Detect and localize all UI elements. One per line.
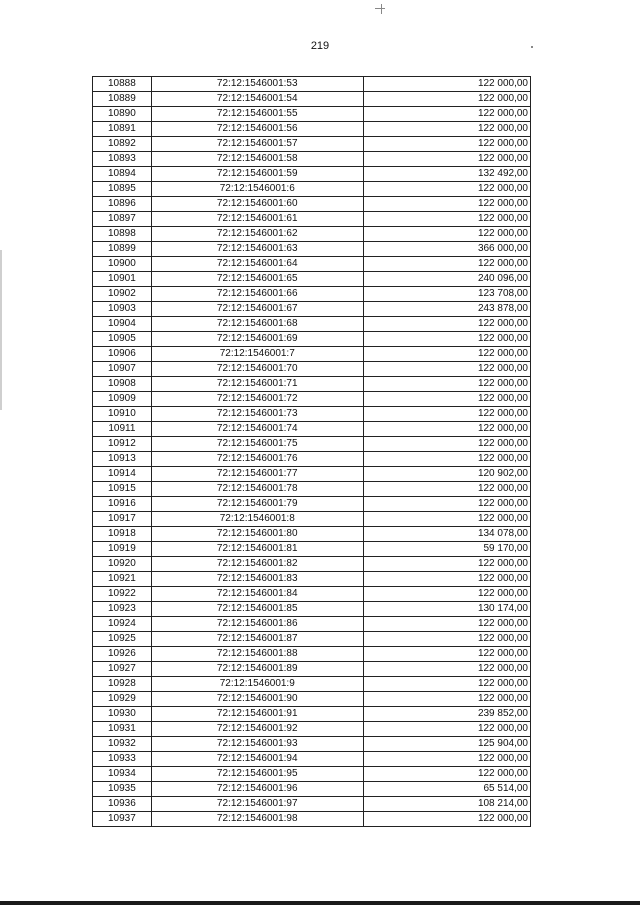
row-number-cell: 10913 (93, 452, 152, 467)
cadastral-number-cell: 72:12:1546001:55 (151, 107, 363, 122)
cadastral-number-cell: 72:12:1546001:9 (151, 677, 363, 692)
row-number-cell: 10888 (93, 77, 152, 92)
table-row (93, 437, 531, 452)
table-row (93, 767, 531, 782)
row-number-cell: 10897 (93, 212, 152, 227)
cadastral-number-cell: 72:12:1546001:90 (151, 692, 363, 707)
cadastral-number-cell: 72:12:1546001:82 (151, 557, 363, 572)
table-row (93, 362, 531, 377)
value-amount-cell: 122 000,00 (363, 767, 530, 782)
row-number-cell: 10935 (93, 782, 152, 797)
table-row (93, 92, 531, 107)
table-row (93, 662, 531, 677)
cadastral-number-cell: 72:12:1546001:54 (151, 92, 363, 107)
cadastral-number-cell: 72:12:1546001:65 (151, 272, 363, 287)
cadastral-number-cell: 72:12:1546001:62 (151, 227, 363, 242)
row-number-cell: 10905 (93, 332, 152, 347)
cadastral-number-cell: 72:12:1546001:7 (151, 347, 363, 362)
row-number-cell: 10915 (93, 482, 152, 497)
row-number-cell: 10898 (93, 227, 152, 242)
value-amount-cell: 122 000,00 (363, 77, 530, 92)
value-amount-cell: 122 000,00 (363, 257, 530, 272)
value-amount-cell: 122 000,00 (363, 137, 530, 152)
value-amount-cell: 122 000,00 (363, 617, 530, 632)
cadastral-number-cell: 72:12:1546001:76 (151, 452, 363, 467)
cadastral-number-cell: 72:12:1546001:81 (151, 542, 363, 557)
value-amount-cell: 123 708,00 (363, 287, 530, 302)
table-row (93, 497, 531, 512)
row-number-cell: 10910 (93, 407, 152, 422)
row-number-cell: 10894 (93, 167, 152, 182)
table-row (93, 302, 531, 317)
value-amount-cell: 366 000,00 (363, 242, 530, 257)
value-amount-cell: 122 000,00 (363, 152, 530, 167)
row-number-cell: 10932 (93, 737, 152, 752)
value-amount-cell: 239 852,00 (363, 707, 530, 722)
row-number-cell: 10899 (93, 242, 152, 257)
table-row (93, 242, 531, 257)
cadastral-number-cell: 72:12:1546001:92 (151, 722, 363, 737)
value-amount-cell: 59 170,00 (363, 542, 530, 557)
table-row (93, 197, 531, 212)
cadastral-number-cell: 72:12:1546001:61 (151, 212, 363, 227)
table-row (93, 752, 531, 767)
table-row (93, 647, 531, 662)
value-amount-cell: 122 000,00 (363, 407, 530, 422)
value-amount-cell: 122 000,00 (363, 587, 530, 602)
value-amount-cell: 122 000,00 (363, 227, 530, 242)
scan-mark (375, 8, 385, 9)
value-amount-cell: 122 000,00 (363, 437, 530, 452)
table-row (93, 602, 531, 617)
cadastral-number-cell: 72:12:1546001:85 (151, 602, 363, 617)
table-row (93, 317, 531, 332)
cadastral-number-cell: 72:12:1546001:75 (151, 437, 363, 452)
row-number-cell: 10909 (93, 392, 152, 407)
table-row (93, 452, 531, 467)
cadastral-number-cell: 72:12:1546001:68 (151, 317, 363, 332)
row-number-cell: 10889 (93, 92, 152, 107)
table-row (93, 422, 531, 437)
row-number-cell: 10933 (93, 752, 152, 767)
table-row (93, 482, 531, 497)
value-amount-cell: 122 000,00 (363, 752, 530, 767)
value-amount-cell: 122 000,00 (363, 677, 530, 692)
row-number-cell: 10906 (93, 347, 152, 362)
table-row (93, 107, 531, 122)
table-row (93, 467, 531, 482)
cadastral-number-cell: 72:12:1546001:57 (151, 137, 363, 152)
value-amount-cell: 122 000,00 (363, 332, 530, 347)
row-number-cell: 10923 (93, 602, 152, 617)
value-amount-cell: 122 000,00 (363, 812, 530, 827)
row-number-cell: 10896 (93, 197, 152, 212)
row-number-cell: 10917 (93, 512, 152, 527)
row-number-cell: 10931 (93, 722, 152, 737)
value-amount-cell: 122 000,00 (363, 317, 530, 332)
table-row (93, 77, 531, 92)
table-row (93, 332, 531, 347)
cadastral-number-cell: 72:12:1546001:93 (151, 737, 363, 752)
cadastral-number-cell: 72:12:1546001:67 (151, 302, 363, 317)
row-number-cell: 10925 (93, 632, 152, 647)
table-row (93, 557, 531, 572)
row-number-cell: 10891 (93, 122, 152, 137)
table-row (93, 707, 531, 722)
table-row (93, 692, 531, 707)
row-number-cell: 10900 (93, 257, 152, 272)
table-row (93, 167, 531, 182)
row-number-cell: 10930 (93, 707, 152, 722)
value-amount-cell: 122 000,00 (363, 122, 530, 137)
table-row (93, 287, 531, 302)
cadastral-number-cell: 72:12:1546001:56 (151, 122, 363, 137)
cadastral-number-cell: 72:12:1546001:73 (151, 407, 363, 422)
cadastral-number-cell: 72:12:1546001:84 (151, 587, 363, 602)
cadastral-number-cell: 72:12:1546001:74 (151, 422, 363, 437)
row-number-cell: 10922 (93, 587, 152, 602)
table-row (93, 737, 531, 752)
value-amount-cell: 122 000,00 (363, 197, 530, 212)
value-amount-cell: 122 000,00 (363, 422, 530, 437)
row-number-cell: 10901 (93, 272, 152, 287)
value-amount-cell: 122 000,00 (363, 452, 530, 467)
cadastral-number-cell: 72:12:1546001:70 (151, 362, 363, 377)
cadastral-number-cell: 72:12:1546001:58 (151, 152, 363, 167)
value-amount-cell: 132 492,00 (363, 167, 530, 182)
row-number-cell: 10927 (93, 662, 152, 677)
cadastral-number-cell: 72:12:1546001:60 (151, 197, 363, 212)
cadastral-number-cell: 72:12:1546001:98 (151, 812, 363, 827)
value-amount-cell: 122 000,00 (363, 107, 530, 122)
value-amount-cell: 122 000,00 (363, 632, 530, 647)
cadastral-number-cell: 72:12:1546001:91 (151, 707, 363, 722)
table-row (93, 542, 531, 557)
row-number-cell: 10908 (93, 377, 152, 392)
table-row (93, 722, 531, 737)
row-number-cell: 10914 (93, 467, 152, 482)
row-number-cell: 10934 (93, 767, 152, 782)
table-row (93, 797, 531, 812)
cadastral-number-cell: 72:12:1546001:86 (151, 617, 363, 632)
row-number-cell: 10904 (93, 317, 152, 332)
value-amount-cell: 125 904,00 (363, 737, 530, 752)
row-number-cell: 10911 (93, 422, 152, 437)
cadastral-number-cell: 72:12:1546001:6 (151, 182, 363, 197)
table-row (93, 377, 531, 392)
value-amount-cell: 122 000,00 (363, 212, 530, 227)
table-row (93, 572, 531, 587)
scan-mark (381, 4, 382, 14)
value-amount-cell: 108 214,00 (363, 797, 530, 812)
value-amount-cell: 122 000,00 (363, 377, 530, 392)
table-body (93, 77, 531, 827)
cadastral-number-cell: 72:12:1546001:94 (151, 752, 363, 767)
row-number-cell: 10919 (93, 542, 152, 557)
row-number-cell: 10916 (93, 497, 152, 512)
cadastral-number-cell: 72:12:1546001:89 (151, 662, 363, 677)
value-amount-cell: 122 000,00 (363, 347, 530, 362)
value-amount-cell: 243 878,00 (363, 302, 530, 317)
cadastral-number-cell: 72:12:1546001:88 (151, 647, 363, 662)
row-number-cell: 10895 (93, 182, 152, 197)
value-amount-cell: 122 000,00 (363, 572, 530, 587)
table-row (93, 407, 531, 422)
table-row (93, 137, 531, 152)
cadastral-number-cell: 72:12:1546001:69 (151, 332, 363, 347)
table-row (93, 122, 531, 137)
cadastral-number-cell: 72:12:1546001:72 (151, 392, 363, 407)
value-amount-cell: 122 000,00 (363, 557, 530, 572)
value-amount-cell: 122 000,00 (363, 482, 530, 497)
scan-edge-shadow (0, 250, 2, 410)
value-amount-cell: 122 000,00 (363, 722, 530, 737)
cadastral-number-cell: 72:12:1546001:71 (151, 377, 363, 392)
table-row (93, 782, 531, 797)
table-row (93, 257, 531, 272)
row-number-cell: 10892 (93, 137, 152, 152)
value-amount-cell: 240 096,00 (363, 272, 530, 287)
table-row (93, 227, 531, 242)
row-number-cell: 10890 (93, 107, 152, 122)
table-row (93, 617, 531, 632)
cadastral-number-cell: 72:12:1546001:53 (151, 77, 363, 92)
cadastral-value-table (92, 76, 531, 827)
value-amount-cell: 122 000,00 (363, 662, 530, 677)
value-amount-cell: 134 078,00 (363, 527, 530, 542)
value-amount-cell: 122 000,00 (363, 362, 530, 377)
table-row (93, 812, 531, 827)
cadastral-number-cell: 72:12:1546001:83 (151, 572, 363, 587)
row-number-cell: 10920 (93, 557, 152, 572)
row-number-cell: 10921 (93, 572, 152, 587)
row-number-cell: 10918 (93, 527, 152, 542)
cadastral-number-cell: 72:12:1546001:87 (151, 632, 363, 647)
value-amount-cell: 65 514,00 (363, 782, 530, 797)
cadastral-number-cell: 72:12:1546001:64 (151, 257, 363, 272)
row-number-cell: 10936 (93, 797, 152, 812)
value-amount-cell: 122 000,00 (363, 512, 530, 527)
value-amount-cell: 122 000,00 (363, 392, 530, 407)
cadastral-number-cell: 72:12:1546001:59 (151, 167, 363, 182)
row-number-cell: 10929 (93, 692, 152, 707)
table-row (93, 272, 531, 287)
row-number-cell: 10928 (93, 677, 152, 692)
table-row (93, 212, 531, 227)
value-amount-cell: 122 000,00 (363, 692, 530, 707)
cadastral-number-cell: 72:12:1546001:8 (151, 512, 363, 527)
row-number-cell: 10893 (93, 152, 152, 167)
cadastral-number-cell: 72:12:1546001:96 (151, 782, 363, 797)
table-row (93, 392, 531, 407)
value-amount-cell: 122 000,00 (363, 92, 530, 107)
page-number: 219 (310, 40, 330, 52)
table-row (93, 152, 531, 167)
value-amount-cell: 122 000,00 (363, 647, 530, 662)
row-number-cell: 10902 (93, 287, 152, 302)
table-row (93, 182, 531, 197)
value-amount-cell: 122 000,00 (363, 182, 530, 197)
table-row (93, 347, 531, 362)
cadastral-number-cell: 72:12:1546001:80 (151, 527, 363, 542)
cadastral-number-cell: 72:12:1546001:77 (151, 467, 363, 482)
row-number-cell: 10903 (93, 302, 152, 317)
cadastral-number-cell: 72:12:1546001:63 (151, 242, 363, 257)
table-row (93, 632, 531, 647)
row-number-cell: 10912 (93, 437, 152, 452)
row-number-cell: 10926 (93, 647, 152, 662)
table-row (93, 677, 531, 692)
table-row (93, 527, 531, 542)
cadastral-number-cell: 72:12:1546001:97 (151, 797, 363, 812)
value-amount-cell: 130 174,00 (363, 602, 530, 617)
value-amount-cell: 120 902,00 (363, 467, 530, 482)
cadastral-number-cell: 72:12:1546001:78 (151, 482, 363, 497)
table-row (93, 587, 531, 602)
cadastral-number-cell: 72:12:1546001:66 (151, 287, 363, 302)
cadastral-number-cell: 72:12:1546001:95 (151, 767, 363, 782)
value-amount-cell: 122 000,00 (363, 497, 530, 512)
row-number-cell: 10924 (93, 617, 152, 632)
cadastral-number-cell: 72:12:1546001:79 (151, 497, 363, 512)
row-number-cell: 10937 (93, 812, 152, 827)
scan-bottom-edge (0, 901, 640, 905)
table-row (93, 512, 531, 527)
row-number-cell: 10907 (93, 362, 152, 377)
